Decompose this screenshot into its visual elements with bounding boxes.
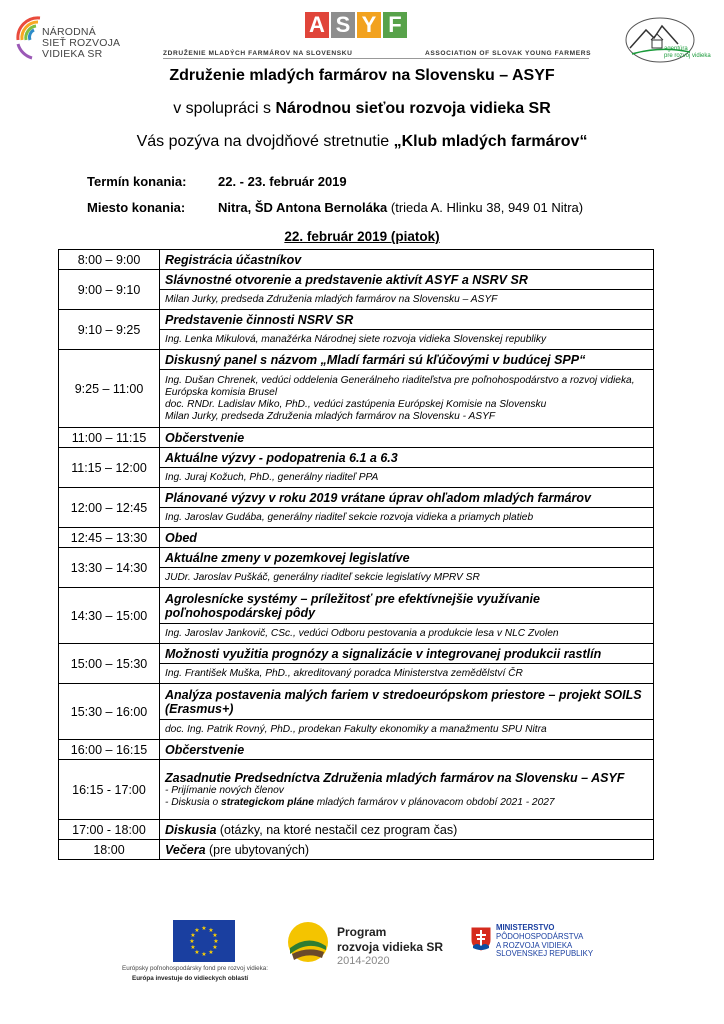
time-cell: 12:00 – 12:45	[59, 488, 160, 528]
session-speakers	[160, 370, 654, 428]
cooperation-prefix: v spolupráci s	[173, 100, 276, 117]
place-name: Nitra, ŠD Antona Bernoláka	[218, 200, 388, 215]
asyf-logo	[163, 12, 603, 62]
header-rule	[163, 58, 589, 59]
time-cell: 9:25 – 11:00	[59, 350, 160, 428]
session-note: (pre ubytovaných)	[205, 842, 310, 857]
session-title: Plánované výzvy v roku 2019 vrátane úprav ohľadom mladých farmárov	[160, 488, 654, 508]
asyf-letter-f: F	[383, 12, 407, 38]
table-row	[59, 528, 654, 548]
day-title: 22. február 2019 (piatok)	[284, 229, 440, 244]
asyf-letter-a: A	[305, 12, 329, 38]
svg-text:★: ★	[212, 932, 218, 939]
date-row	[0, 174, 724, 192]
session-speaker: Ing. Jaroslav Jankovič, CSc., vedúci Odboru pestovania a produkcie lesa v NLC Zvolen	[160, 624, 654, 644]
svg-text:★: ★	[212, 944, 218, 951]
asyf-subtitle-sk: ZDRUŽENIE MLADÝCH FARMÁROV NA SLOVENSKU	[163, 50, 353, 57]
table-row	[59, 310, 654, 330]
table-row	[59, 684, 654, 720]
time-cell: 11:00 – 11:15	[59, 428, 160, 448]
session-speaker: doc. RNDr. Ladislav Miko, PhD., vedúci zastúpenia Európskej Komisie na Slovensku	[165, 398, 547, 410]
ministry-logo-text	[496, 924, 593, 959]
session-speaker: Milan Jurky, predseda Združenia mladých farmárov na Slovensku - ASYF	[165, 410, 496, 422]
session-speaker: doc. Ing. Patrik Rovný, PhD., prodekan Fakulty ekonomiky a manažmentu SPU Nitra	[160, 720, 654, 740]
session-item-bold: strategickom pláne	[221, 796, 314, 808]
ministry-line: SLOVENSKEJ REPUBLIKY	[496, 949, 594, 959]
place-value	[218, 200, 583, 215]
table-row	[59, 840, 654, 860]
nsrv-arc-icon	[14, 14, 44, 60]
svg-text:★: ★	[213, 938, 219, 945]
table-row	[59, 448, 654, 468]
mountain-house-icon	[622, 14, 712, 70]
session-speaker: Ing. Jaroslav Gudába, generálny riaditeľ sekcie rozvoja vidieka a priamych platieb	[160, 508, 654, 528]
table-row	[59, 760, 654, 820]
program-title: Program	[337, 925, 387, 939]
time-cell: 16:15 - 17:00	[59, 760, 160, 820]
time-cell: 8:00 – 9:00	[59, 250, 160, 270]
table-row	[59, 270, 654, 290]
session-speaker: Ing. Lenka Mikulová, manažérka Národnej siete rozvoja vidieka Slovenskej republiky	[160, 330, 654, 350]
program-subtitle: rozvoja vidieka SR	[337, 940, 444, 954]
session-title: Obed	[160, 528, 654, 548]
session-cell	[160, 760, 654, 820]
session-title: Občerstvenie	[160, 740, 654, 760]
cooperation-partner: Národnou sieťou rozvoja vidieka SR	[275, 100, 551, 117]
session-title: Večera	[165, 842, 206, 857]
program-logo-icon	[286, 920, 330, 964]
agro-text-line: agentúra	[664, 46, 688, 52]
session-speaker: Milan Jurky, predseda Združenia mladých farmárov na Slovensku – ASYF	[160, 290, 654, 310]
nsrv-logo-line: SIEŤ ROZVOJA	[42, 37, 121, 49]
time-cell: 9:10 – 9:25	[59, 310, 160, 350]
session-title: Predstavenie činnosti NSRV SR	[160, 310, 654, 330]
svg-text:★: ★	[194, 927, 200, 934]
session-title: Registrácia účastníkov	[160, 250, 654, 270]
invitation-prefix: Vás pozýva na dvojdňové stretnutie	[136, 133, 394, 150]
session-item	[165, 797, 653, 809]
session-title: Zasadnutie Predsedníctva Združenia mladých farmárov na Slovensku – ASYF	[165, 770, 625, 785]
nsrv-logo-line: VIDIEKA SR	[42, 48, 103, 60]
svg-text:★: ★	[208, 949, 214, 956]
time-cell: 15:30 – 16:00	[59, 684, 160, 740]
table-row	[59, 250, 654, 270]
table-row	[59, 428, 654, 448]
schedule-table	[58, 249, 654, 860]
session-title: Aktuálne výzvy - podopatrenia 6.1 a 6.3	[160, 448, 654, 468]
svg-text:★: ★	[190, 944, 196, 951]
eu-fund-caption: Európsky poľnohospodársky fond pre rozvoj vidieka:	[122, 965, 269, 972]
svg-text:★: ★	[194, 949, 200, 956]
svg-text:★: ★	[189, 938, 195, 945]
time-cell: 18:00	[59, 840, 160, 860]
session-title: Slávnostné otvorenie a predstavenie aktivít ASYF a NSRV SR	[160, 270, 654, 290]
eu-fund-slogan: Európa investuje do vidieckych oblastí	[132, 975, 249, 982]
session-cell	[160, 840, 654, 860]
time-cell: 17:00 - 18:00	[59, 820, 160, 840]
session-speaker: Ing. Juraj Kožuch, PhD., generálny riaditeľ PPA	[160, 468, 654, 488]
date-label: Termín konania:	[87, 174, 187, 189]
ministry-line: PÔDOHOSPODÁRSTVA	[496, 931, 584, 941]
agro-text-line: pre rozvoj vidieka	[664, 53, 711, 59]
svg-text:★: ★	[201, 925, 207, 932]
time-cell: 9:00 – 9:10	[59, 270, 160, 310]
asyf-subtitle-en: ASSOCIATION OF SLOVAK YOUNG FARMERS	[425, 50, 592, 57]
session-title: Diskusný panel s názvom „Mladí farmári sú kľúčovými v budúcej SPP“	[160, 350, 654, 370]
asyf-letter-y: Y	[357, 12, 381, 38]
table-row	[59, 548, 654, 568]
time-cell: 16:00 – 16:15	[59, 740, 160, 760]
date-value: 22. - 23. február 2019	[218, 174, 347, 189]
session-item-prefix: - Diskusia o	[165, 796, 222, 808]
table-row	[59, 488, 654, 508]
table-row	[59, 588, 654, 624]
slovak-crest-icon	[470, 926, 492, 952]
event-name: „Klub mladých farmárov“	[393, 133, 588, 150]
eu-flag-icon	[173, 920, 235, 962]
place-label: Miesto konania:	[87, 200, 186, 215]
ministry-line: MINISTERSTVO	[496, 923, 555, 932]
time-cell: 15:00 – 15:30	[59, 644, 160, 684]
session-cell	[160, 820, 654, 840]
nsrv-logo-line: NÁRODNÁ	[42, 26, 96, 38]
ministry-line: A ROZVOJA VIDIEKA	[496, 940, 573, 950]
table-row	[59, 820, 654, 840]
session-title: Možnosti využitia prognózy a signalizácie v integrovanej produkcii rastlín	[160, 644, 654, 664]
svg-text:★: ★	[208, 927, 214, 934]
cooperation-line	[0, 100, 724, 118]
session-item-suffix: mladých farmárov v plánovacom období 2021 - 2027	[313, 796, 555, 808]
session-title: Aktuálne zmeny v pozemkovej legislatíve	[160, 548, 654, 568]
session-note: (otázky, na ktoré nestačil cez program čas)	[216, 822, 458, 837]
time-cell: 13:30 – 14:30	[59, 548, 160, 588]
svg-text:★: ★	[201, 951, 207, 958]
session-speaker: JUDr. Jaroslav Puškáč, generálny riaditeľ sekcie legislatívy MPRV SR	[160, 568, 654, 588]
table-row	[59, 350, 654, 370]
svg-text:★: ★	[190, 932, 196, 939]
program-years: 2014-2020	[337, 955, 390, 967]
time-cell: 14:30 – 15:00	[59, 588, 160, 644]
table-row	[59, 644, 654, 664]
session-speaker: Ing. František Muška, PhD., akreditovaný poradca Ministerstva zemědělství ČR	[160, 664, 654, 684]
session-title: Diskusia	[165, 822, 217, 837]
table-row	[59, 740, 654, 760]
time-cell: 11:15 – 12:00	[59, 448, 160, 488]
time-cell: 12:45 – 13:30	[59, 528, 160, 548]
agro-logo	[622, 14, 714, 70]
session-speaker: Ing. Dušan Chrenek, vedúci oddelenia Generálneho riaditeľstva pre poľnohospodárstvo a rozvoj vidieka, Európska komisia Brusel	[165, 374, 635, 398]
session-title: Agrolesnícke systémy – príležitosť pre efektívnejšie využívanie poľnohospodárskej pôdy	[160, 588, 654, 624]
asyf-letter-s: S	[331, 12, 355, 38]
place-row	[0, 200, 724, 218]
organizer-title: Združenie mladých farmárov na Slovensku – ASYF	[169, 67, 555, 84]
session-title: Občerstvenie	[160, 428, 654, 448]
invitation-line	[0, 133, 724, 151]
place-address: (trieda A. Hlinku 38, 949 01 Nitra)	[387, 200, 584, 215]
session-item: - Prijímanie nových členov	[165, 784, 284, 796]
nsrv-logo	[14, 14, 134, 70]
session-title: Analýza postavenia malých fariem v stredoeurópskom priestore – projekt SOILS (Erasmus+)	[160, 684, 654, 720]
